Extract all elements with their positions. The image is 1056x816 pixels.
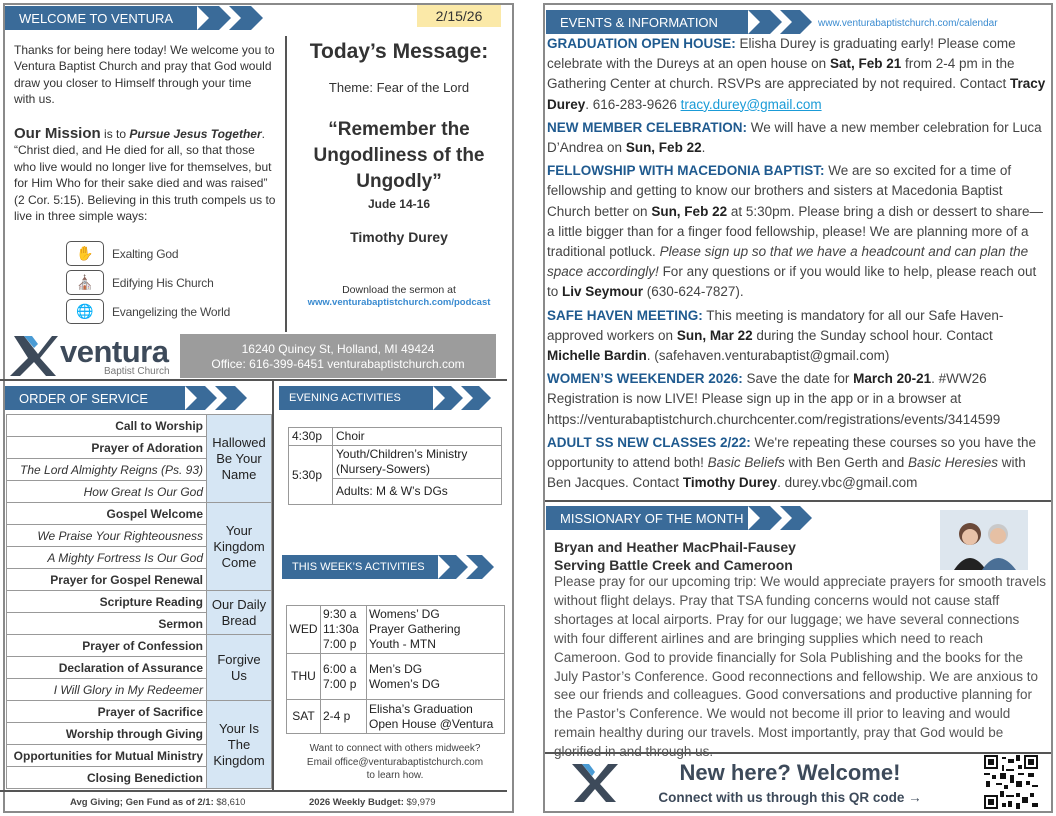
service-item: Prayer of Adoration <box>7 437 207 459</box>
midweek-note: Want to connect with others midweek? Email office@venturabaptistchurch.com to learn how. <box>306 743 484 781</box>
ventura-logo: ventura Baptist Church <box>8 332 174 378</box>
qr-code-icon[interactable] <box>984 755 1038 809</box>
service-item: Prayer of Confession <box>7 635 207 657</box>
event-fellowship: FELLOWSHIP WITH MACEDONIA BAPTIST: We are so excited for a time of fellowship and getting to know our brothers and sisters at Macedonia Baptist Church better on Sun, Feb 22 at 5:30pm. Please bring a dish or dessert to share—a little bigger than for a finger food fellowship, please! We are planning more of a traditional potluck. Please sign up so that we have a headcount and can plan the space accordingly! For any questions or if you would like to help, please reach out to Liv Seymour (630-624-7827). <box>547 163 1044 300</box>
giving-summary: Avg Giving; Gen Fund as of 2/1: $8,610 <box>70 797 246 808</box>
way-item: ⛪ Edifying His Church <box>66 269 286 296</box>
service-item: Call to Worship <box>7 415 207 437</box>
bulletin-date: 2/15/26 <box>417 5 501 27</box>
mission-heading: Our Mission <box>14 125 101 142</box>
activity-cell: Adults: M & W’s DGs <box>333 479 502 505</box>
service-item: Scripture Reading <box>7 591 207 613</box>
activity-cell: Youth/Children’s Ministry (Nursery-Sowers) <box>333 446 502 479</box>
welcome-callout <box>640 760 940 805</box>
order-of-service-table <box>6 414 272 789</box>
connect-text: Connect with us through this QR code → <box>658 790 922 805</box>
event-new-member: NEW MEMBER CELEBRATION: We will have a new member celebration for Luca D’Andrea on Sun, Feb 22. <box>547 119 1042 156</box>
divider <box>0 379 507 381</box>
missionary-prayer-text: Please pray for our upcoming trip: We would appreciate prayers for smooth travels without flight delays. Pray that TSA funding concerns would not cause staff shortages at local airports. Pray for our luggage; we have several connections with four different airlines and are bringing supplies which need to reach Cameroon. God to provide financially for Sola Publishing and the books for the July Pastor’s Conference. Good reconnections and fellowship. We are anxious to see our friends and colleagues. Good conversations and productive planning for the Pastor’s Conference. We would not become ill prior to leaving and would remain healthy during our travels. Most importantly, pray that God would be <box>554 574 1046 741</box>
day-cell: WED <box>287 606 321 654</box>
missionary-photo <box>940 510 1028 570</box>
time-cell: 9:30 a 11:30a 7:00 p <box>321 606 367 654</box>
globe-icon: 🌐 <box>66 299 104 324</box>
calendar-link[interactable]: www.venturabaptistchurch.com/calendar <box>818 18 998 29</box>
speaker-name: Timothy Durey <box>350 229 448 245</box>
service-item: I Will Glory in My Redeemer <box>7 679 207 701</box>
new-here-heading: New here? Welcome! <box>679 760 901 785</box>
event-adult-ss: ADULT SS NEW CLASSES 2/22: We're repeating these courses so you have the opportunity to attend both! Basic Beliefs with Ben Gerth and Basic Heresies with Ben Jacques. Contact Timothy Durey. durey.vbc@gmail.com <box>547 434 1037 491</box>
podcast-link[interactable]: www.venturabaptistchurch.com/podcast <box>307 297 491 308</box>
chevron-arrows-icon <box>438 555 498 579</box>
sermon-title-line: “Remember the <box>328 119 470 140</box>
way-item: ✋ Exalting God <box>66 240 286 267</box>
mission-body: . “Christ died, and He died for all, so that those who live would no longer live for themselves, but for Him Who for their sake died and was raised” (2 Cor. 5:15). Believing in this truth compels us to live in three simple ways: <box>14 127 276 224</box>
day-cell: SAT <box>287 700 321 734</box>
divider <box>272 381 274 791</box>
events-banner: EVENTS & INFORMATION <box>546 10 814 34</box>
event-womens-weekender: WOMEN’S WEEKENDER 2026: Save the date for March 20-21. #WW26 Registration is now LIVE! Please sign up in the app or in a browser at https://venturabaptistchurch.churchcenter.com/registrations/events/3414599 <box>547 371 1001 427</box>
chevron-arrows-icon <box>433 386 497 410</box>
service-item: Declaration of Assurance <box>7 657 207 679</box>
divider <box>545 752 1051 754</box>
prayer-group: Our Daily Bread <box>207 591 272 635</box>
chevron-arrows-icon <box>748 10 814 34</box>
day-cell: THU <box>287 654 321 700</box>
todays-message <box>292 40 506 308</box>
church-address: 16240 Quincy St, Holland, MI 49424 Office: 616-399-6451 venturabaptistchurch.com <box>180 334 496 378</box>
sermon-title-line: Ungodliness of the <box>313 145 485 166</box>
ventura-x-icon <box>570 762 620 804</box>
time-cell: 6:00 a 7:00 p <box>321 654 367 700</box>
event-graduation: GRADUATION OPEN HOUSE: Elisha Durey is graduating early! Please come celebrate with the Dureys at an open house on Sat, Feb 21 from 2-4 pm in the Gathering Center at church. RSVPs are appreciated by not required. Contact Tracy Durey. 616-283-9626 tracy.durey@gmail.com <box>547 36 1046 112</box>
sermon-title-line: Ungodly” <box>356 171 442 192</box>
service-item: Prayer of Sacrifice <box>7 701 207 723</box>
events-list <box>547 34 1047 496</box>
service-item: The Lord Almighty Reigns (Ps. 93) <box>7 459 207 481</box>
mission-phrase: Pursue Jesus Together <box>129 127 262 141</box>
service-item: Gospel Welcome <box>7 503 207 525</box>
email-link[interactable]: tracy.durey@gmail.com <box>680 96 822 112</box>
order-of-service-banner: ORDER OF SERVICE <box>5 386 255 410</box>
time-cell: 4:30p <box>289 428 333 446</box>
activity-cell: Elisha’s Graduation Open House @Ventura <box>367 700 505 734</box>
chevron-arrows-icon <box>197 6 267 30</box>
evening-activities-table <box>288 427 502 505</box>
prayer-group: Forgive Us <box>207 635 272 701</box>
raised-hands-icon: ✋ <box>66 241 104 266</box>
activity-cell: Men’s DG Women’s DG <box>367 654 505 700</box>
event-safe-haven: SAFE HAVEN MEETING: This meeting is mandatory for all our Safe Haven-approved workers on Sun, Mar 22 during the Sunday school hour. Contact Michelle Bardin. (safehaven.venturabaptist@gmail.com) <box>547 307 1004 364</box>
divider <box>545 500 1051 502</box>
prayer-group: Hallowed Be Your Name <box>207 415 272 503</box>
weekly-activities-table <box>286 605 505 734</box>
time-cell: 5:30p <box>289 446 333 505</box>
three-ways-list <box>66 240 286 327</box>
ventura-x-icon <box>10 332 58 378</box>
service-item: Opportunities for Mutual Ministry <box>7 745 207 767</box>
way-item: 🌐 Evangelizing the World <box>66 298 286 325</box>
download-note: Download the sermon at <box>342 284 456 296</box>
missionary-banner: MISSIONARY OF THE MONTH <box>546 506 814 530</box>
evening-activities-banner: EVENING ACTIVITIES <box>279 386 497 410</box>
divider <box>0 790 507 792</box>
welcome-banner: WELCOME TO VENTURA <box>5 6 267 30</box>
this-weeks-activities-banner: THIS WEEK’S ACTIVITIES <box>282 555 498 579</box>
message-theme: Theme: Fear of the Lord <box>328 80 470 95</box>
scripture-reference: Jude 14-16 <box>367 197 431 211</box>
prayer-group: Your Kingdom Come <box>207 503 272 591</box>
message-title: Today’s Message: <box>309 40 489 63</box>
church-icon: ⛪ <box>66 270 104 295</box>
chevron-arrows-icon <box>185 386 255 410</box>
service-item: Sermon <box>7 613 207 635</box>
weekly-budget: 2026 Weekly Budget: $9,979 <box>309 797 436 808</box>
missionary-name: Bryan and Heather MacPhail-Fausey Serving Battle Creek and Cameroon <box>554 539 796 573</box>
mission-statement: Our Mission is to Pursue Jesus Together. “Christ died, and He died for all, so that those who live would no longer live for themselves, but for Him Who for their sake died and was raised” (2 Cor. 5:15). Believing in this truth compels us to live in three simple ways: <box>14 125 276 224</box>
divider <box>285 36 287 332</box>
welcome-text: Thanks for being here today! We welcome you to Ventura Baptist Church and pray that God would draw you closer to Himself through your time with us. <box>14 43 275 107</box>
service-item: Worship through Giving <box>7 723 207 745</box>
time-cell: 2-4 p <box>321 700 367 734</box>
activity-cell: Womens’ DG Prayer Gathering Youth - MTN <box>367 606 505 654</box>
service-item: We Praise Your Righteousness <box>7 525 207 547</box>
service-item: A Mighty Fortress Is Our God <box>7 547 207 569</box>
service-item: Closing Benediction <box>7 767 207 789</box>
service-item: How Great Is Our God <box>7 481 207 503</box>
service-item: Prayer for Gospel Renewal <box>7 569 207 591</box>
chevron-arrows-icon <box>748 506 814 530</box>
prayer-group: Your Is The Kingdom <box>207 701 272 789</box>
activity-cell: Choir <box>333 428 502 446</box>
